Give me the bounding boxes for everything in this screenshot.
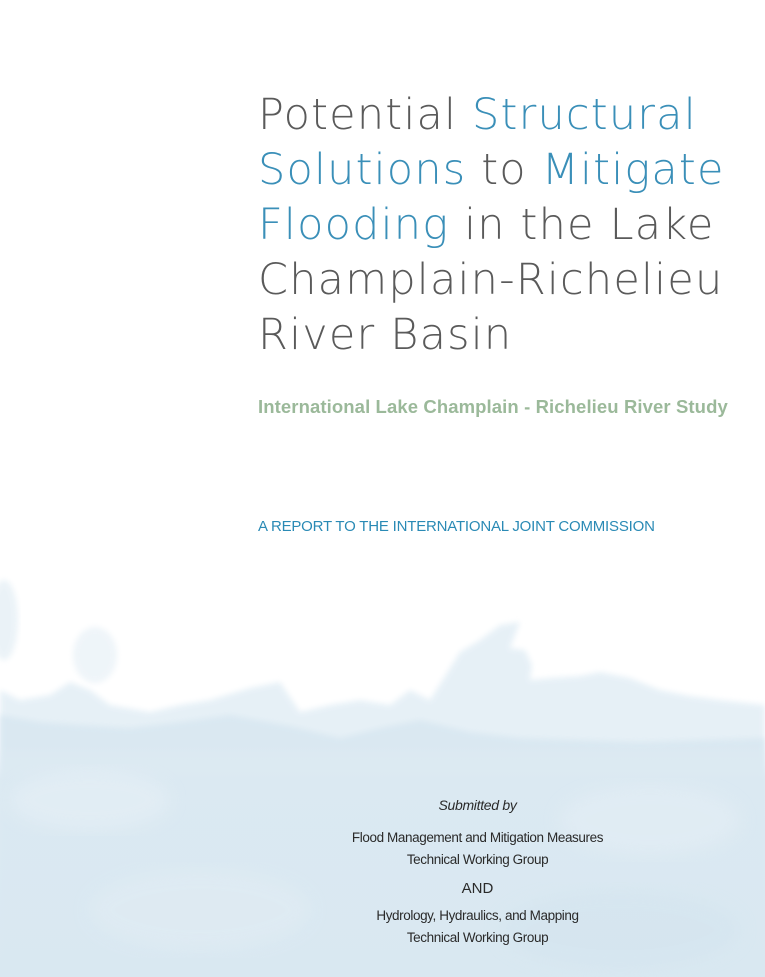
title-text: to [466, 145, 542, 195]
title-line-1 [258, 88, 758, 143]
group-2-line-1: Hydrology, Hydraulics, and Mapping [376, 908, 579, 923]
group-2-line-2: Technical Working Group [406, 930, 549, 945]
group-1-line-1: Flood Management and Mitigation Measures [351, 830, 604, 845]
title-line-4: Champlain-Richelieu [258, 255, 724, 305]
title-accent-text: Mitigate [541, 145, 725, 195]
submitted-by-label: Submitted by [438, 797, 517, 813]
group-1-line-2: Technical Working Group [406, 852, 549, 867]
title-text: in the Lake [449, 200, 715, 250]
title-accent-text: Structural [472, 90, 697, 140]
title-line-5: River Basin [258, 310, 513, 360]
title-line-2 [258, 143, 758, 198]
title-line-3 [258, 198, 758, 253]
title-text: Potential [258, 90, 473, 140]
report-to-commission-line: A REPORT TO THE INTERNATIONAL JOINT COMMISSION [258, 518, 655, 535]
study-subtitle: International Lake Champlain - Richelieu River Study [258, 396, 728, 417]
and-label: AND [461, 880, 494, 897]
title-accent-text: Flooding [258, 200, 450, 250]
submitted-by-block [310, 797, 645, 949]
report-title [258, 88, 758, 363]
title-accent-text: Solutions [258, 145, 467, 195]
